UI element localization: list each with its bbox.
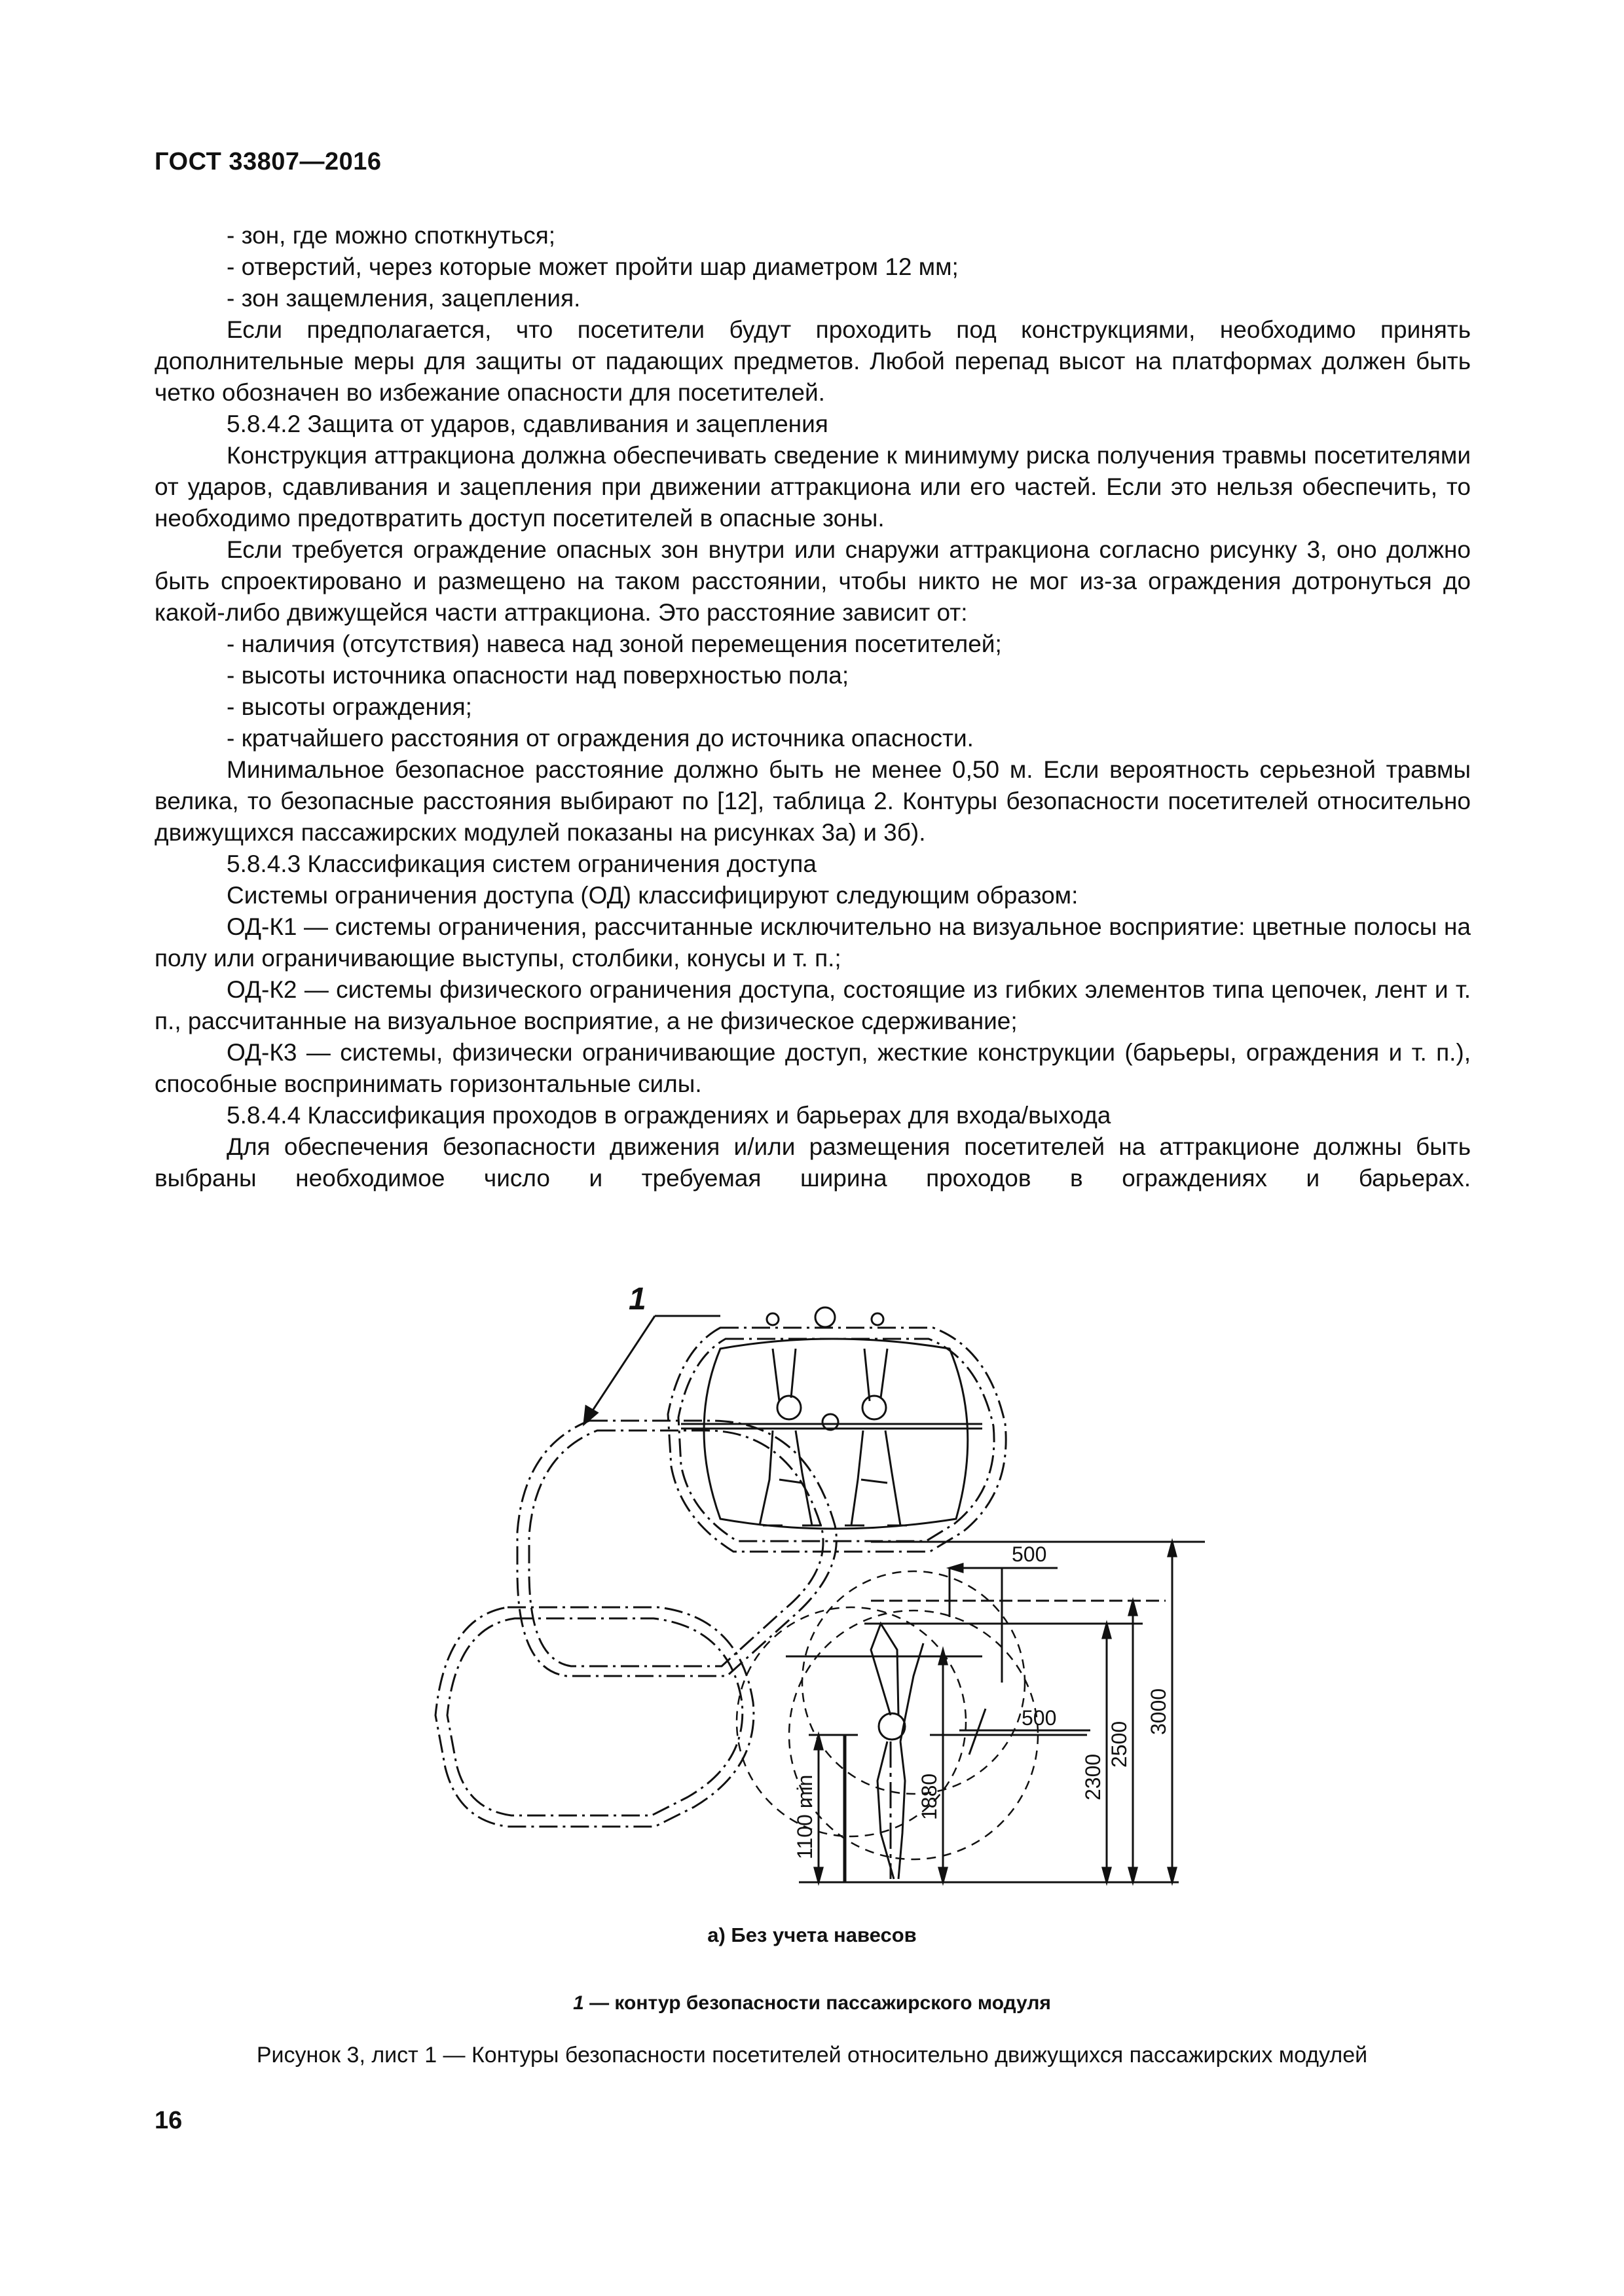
paragraph: Минимальное безопасное расстояние должно быть не менее 0,50 м. Если вероятность серьезной травмы велика, то безопасные расстояния выбирают по [12], таблица 2. Контуры безопасности посетителей относительно движущихся пассажирских модулей показаны на рисунках 3а) и 3б). — [155, 756, 1471, 846]
list-item: - зон защемления, зацепления. — [155, 283, 1471, 314]
paragraph: ОД-К1 — системы ограничения, рассчитанные исключительно на визуальное восприятие: цветные полосы на полу или ограничивающие выступы, столбики, конусы и т. п.; — [155, 913, 1471, 972]
safety-contour-upper-left — [517, 1421, 836, 1676]
dim-label-2500: 2500 — [1107, 1721, 1131, 1768]
list-item: - отверстий, через которые может пройти шар диаметром 12 мм; — [155, 251, 1471, 283]
paragraph: Если предполагается, что посетители будут проходить под конструкциями, необходимо принять дополнительные меры для защиты от падающих предметов. Любой перепад высот на платформах должен быть четко обозначен во избежание опасности для посетителей. — [155, 316, 1471, 406]
paragraph: ОД-К3 — системы, физически ограничивающие доступ, жесткие конструкции (барьеры, ограждения и т. п.), способные воспринимать горизонтальные силы. — [155, 1039, 1471, 1097]
dim-label-500-top: 500 — [1012, 1542, 1047, 1566]
callout-leader — [588, 1316, 655, 1417]
section-heading: 5.8.4.2 Защита от ударов, сдавливания и зацепления — [227, 410, 828, 437]
legend-text: — контур безопасности пассажирского модуля — [583, 1992, 1051, 2014]
dim-label-3000: 3000 — [1147, 1688, 1170, 1735]
figure-caption: Рисунок 3, лист 1 — Контуры безопасности посетителей относительно движущихся пассажирских модулей — [256, 2043, 1368, 2068]
paragraph: ОД-К2 — системы физического ограничения доступа, состоящие из гибких элементов типа цепочек, лент и т. п., рассчитанные на визуальное восприятие, а не физическое сдерживание; — [155, 976, 1471, 1034]
page-number: 16 — [155, 2107, 183, 2134]
paragraph: Конструкция аттракциона должна обеспечивать сведение к минимуму риска получения травмы посетителями от ударов, сдавливания и зацепления при движении аттракциона или его частей. Если это нельзя обеспечить, то необходимо предотвратить доступ посетителей в опасные зоны. — [155, 442, 1471, 532]
list-item: - наличия (отсутствия) навеса над зоной перемещения посетителей; — [155, 629, 1471, 660]
dim-label-2300: 2300 — [1081, 1753, 1105, 1800]
list-item: - высоты ограждения; — [155, 691, 1471, 723]
callout-number: 1 — [629, 1282, 646, 1317]
paragraph: Для обеспечения безопасности движения и/или размещения посетителей на аттракционе должны быть выбраны необходимое число и требуемая ширина проходов в ограждениях и барьерах. — [155, 1133, 1471, 1192]
reach-zones — [737, 1571, 1038, 1859]
list-item: - зон, где можно споткнуться; — [155, 220, 1471, 251]
paragraph: Если требуется ограждение опасных зон внутри или снаружи аттракциона согласно рисунку 3, оно должно быть спроектировано и размещено на таком расстоянии, чтобы никто не мог из-за ограждения дотронуться до какой-либо движущейся части аттракциона. Это расстояние зависит от: — [155, 536, 1471, 626]
document-code-header: ГОСТ 33807—2016 — [155, 148, 382, 175]
section-heading: 5.8.4.4 Классификация проходов в ограждениях и барьерах для входа/выхода — [227, 1102, 1111, 1129]
list-item: - высоты источника опасности над поверхностью пола; — [155, 660, 1471, 691]
figure-legend — [0, 1992, 1624, 2014]
standing-person — [871, 1624, 923, 1879]
dim-label-500-mid: 500 — [1022, 1706, 1057, 1730]
figure-subcaption: а) Без учета навесов — [707, 1923, 917, 1946]
legend-number: 1 — [573, 1992, 584, 2014]
dim-label-1100: 1100 min — [793, 1774, 817, 1859]
list-item: - кратчайшего расстояния от ограждения до источника опасности. — [155, 723, 1471, 754]
paragraph: Системы ограничения доступа (ОД) классифицируют следующим образом: — [227, 882, 1079, 909]
passenger-gondola — [681, 1307, 982, 1529]
safety-contour-lower-left — [435, 1607, 754, 1827]
section-heading: 5.8.4.3 Классификация систем ограничения доступа — [227, 850, 817, 877]
dim-label-1880: 1880 — [917, 1773, 941, 1820]
